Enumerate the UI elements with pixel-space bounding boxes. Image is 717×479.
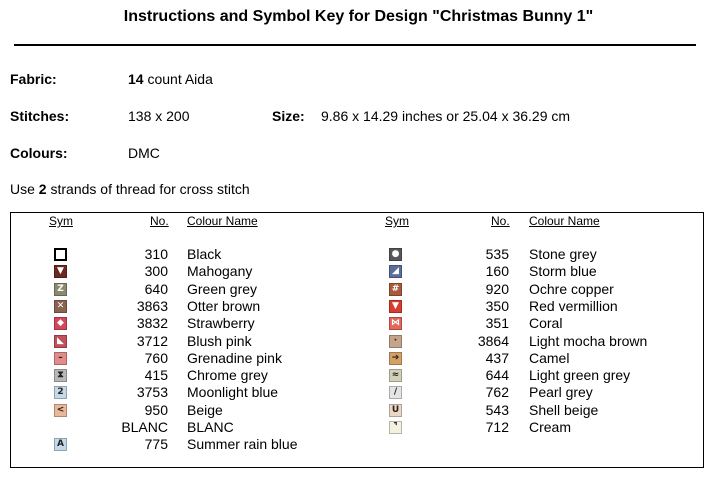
key-row [54, 333, 357, 350]
key-row [54, 367, 357, 384]
colour-name: Storm blue [529, 263, 597, 280]
colour-name: Stone grey [529, 246, 597, 262]
dot-icon: · [393, 335, 398, 346]
colour-name: Mahogany [187, 263, 253, 280]
symbol-swatch [389, 265, 402, 278]
dmc-number: 535 [485, 246, 509, 262]
arrow-right-icon: ➔ [391, 352, 400, 363]
page-title: Instructions and Symbol Key for Design "Christmas Bunny 1" [123, 8, 594, 25]
symbol-swatch [54, 335, 67, 348]
header-sym-right: Sym [385, 214, 409, 228]
title-underline [14, 44, 696, 46]
instructions-prefix: Use [10, 181, 35, 197]
instructions-suffix: strands of thread for cross stitch [50, 181, 250, 197]
size-label: Size: [272, 108, 305, 124]
key-row [389, 350, 699, 367]
dmc-number: 3753 [136, 384, 168, 401]
symbol-swatch [389, 335, 402, 348]
key-row [54, 402, 357, 419]
symbol-swatch [54, 300, 67, 313]
dmc-number: 351 [485, 315, 509, 332]
header-name-right: Colour Name [529, 214, 600, 228]
colour-name: Beige [187, 401, 223, 418]
key-row [389, 419, 699, 436]
colour-name: Green grey [187, 280, 258, 297]
colour-name: Red vermillion [529, 297, 618, 314]
fabric-value [128, 71, 213, 87]
symbol-swatch [389, 317, 402, 330]
blank-icon [56, 423, 65, 432]
dmc-number: 640 [144, 280, 168, 297]
key-row [54, 246, 357, 263]
dmc-number: 350 [485, 297, 509, 314]
key-row [389, 402, 699, 419]
open-square-icon [56, 250, 65, 259]
hourglass-icon: ⧗ [57, 370, 64, 381]
colour-name: BLANC [187, 419, 234, 435]
dmc-number: 3832 [136, 315, 168, 332]
dmc-number: 3864 [477, 332, 509, 349]
colours-label: Colours: [10, 145, 68, 161]
cross-icon: ✕ [56, 300, 65, 311]
dmc-number: 762 [485, 384, 509, 401]
symbol-swatch [389, 248, 402, 261]
colour-name: Grenadine pink [187, 349, 282, 366]
key-row [389, 298, 699, 315]
symbol-swatch [389, 369, 402, 382]
symbol-swatch [54, 248, 67, 261]
dmc-number: 644 [485, 367, 509, 384]
dmc-number: 3863 [136, 297, 168, 314]
size-value: 9.86 x 14.29 inches or 25.04 x 36.29 cm [321, 108, 571, 124]
dmc-number: 775 [144, 436, 168, 453]
symbol-swatch [389, 386, 402, 399]
key-row [54, 263, 357, 280]
circle-icon: ● [391, 249, 400, 259]
colour-name: Otter brown [187, 297, 261, 314]
corner-triangle-icon: ◣ [57, 335, 64, 346]
wave-icon: ≈ [391, 370, 400, 381]
letter-a-icon: A [57, 439, 64, 450]
key-row [54, 315, 357, 332]
slash-icon: / [393, 387, 398, 398]
symbol-swatch [54, 438, 67, 451]
dmc-number: 543 [485, 401, 509, 418]
key-row [389, 263, 699, 280]
key-row [389, 333, 699, 350]
key-row [54, 384, 357, 401]
colour-name: Black [187, 246, 222, 262]
dmc-number: 437 [485, 349, 509, 366]
dmc-number: 920 [485, 280, 509, 297]
dmc-number: 760 [144, 349, 168, 366]
hash-icon: # [391, 283, 400, 294]
colour-name: Camel [529, 349, 570, 366]
colour-name: Light mocha brown [529, 332, 648, 349]
dash-icon: – [58, 352, 63, 363]
symbol-swatch [54, 369, 67, 382]
dmc-number: 310 [144, 246, 168, 262]
stitches-label: Stitches: [10, 108, 70, 124]
fabric-type: count Aida [147, 71, 213, 87]
diamond-icon: ◆ [57, 318, 64, 329]
colour-name: Pearl grey [529, 384, 593, 401]
symbol-swatch [54, 404, 67, 417]
symbol-swatch [54, 386, 67, 399]
fabric-label: Fabric: [10, 71, 57, 87]
colour-name: Ochre copper [529, 280, 614, 297]
colour-name: Light green grey [529, 367, 631, 384]
fabric-count: 14 [128, 71, 144, 87]
key-row [389, 315, 699, 332]
symbol-swatch [389, 283, 402, 296]
symbol-swatch [54, 421, 67, 434]
key-row [54, 419, 357, 436]
bowtie-icon: ⋈ [391, 318, 400, 329]
letter-u-icon: U [391, 404, 400, 415]
key-row [389, 367, 699, 384]
symbol-swatch [54, 317, 67, 330]
thread-instructions [10, 181, 250, 197]
down-triangle-icon: ▼ [392, 300, 399, 311]
down-triangle-icon: ▼ [57, 266, 64, 277]
symbol-swatch [389, 404, 402, 417]
colour-name: Strawberry [187, 315, 255, 332]
header-no-right: No. [491, 214, 510, 228]
symbol-swatch [389, 352, 402, 365]
dmc-number: 3712 [136, 332, 168, 349]
key-row [54, 298, 357, 315]
colour-name: Coral [529, 315, 563, 332]
key-row [54, 436, 357, 453]
colour-name: Blush pink [187, 332, 252, 349]
colour-name: Moonlight blue [187, 384, 279, 401]
symbol-swatch [54, 265, 67, 278]
header-name-left: Colour Name [187, 214, 258, 228]
colour-name: Shell beige [529, 401, 599, 418]
dmc-number: 712 [485, 419, 509, 435]
corner-triangle-icon: ◢ [392, 266, 399, 277]
symbol-swatch [54, 352, 67, 365]
letter-z-icon: Z [57, 283, 64, 294]
symbol-swatch [389, 300, 402, 313]
key-row [389, 281, 699, 298]
symbol-swatch [389, 421, 402, 434]
header-no-left: No. [150, 214, 169, 228]
dmc-number: 300 [144, 263, 168, 280]
key-row [54, 350, 357, 367]
header-sym-left: Sym [49, 214, 73, 228]
dmc-number: BLANC [121, 419, 168, 435]
symbol-swatch [54, 283, 67, 296]
dmc-number: 160 [485, 263, 509, 280]
key-row [389, 246, 699, 263]
less-than-icon: < [56, 404, 65, 415]
stitches-value: 138 x 200 [128, 108, 190, 124]
key-row [389, 384, 699, 401]
colour-name: Summer rain blue [187, 436, 298, 453]
colour-name: Chrome grey [187, 367, 268, 384]
corner-bracket-icon: ⌝ [393, 422, 398, 432]
key-row [54, 281, 357, 298]
dmc-number: 415 [144, 367, 168, 384]
digit-two-icon: 2 [57, 387, 64, 398]
colours-value: DMC [128, 145, 160, 161]
colour-name: Cream [529, 419, 572, 435]
dmc-number: 950 [144, 401, 168, 418]
strand-count: 2 [38, 181, 47, 197]
